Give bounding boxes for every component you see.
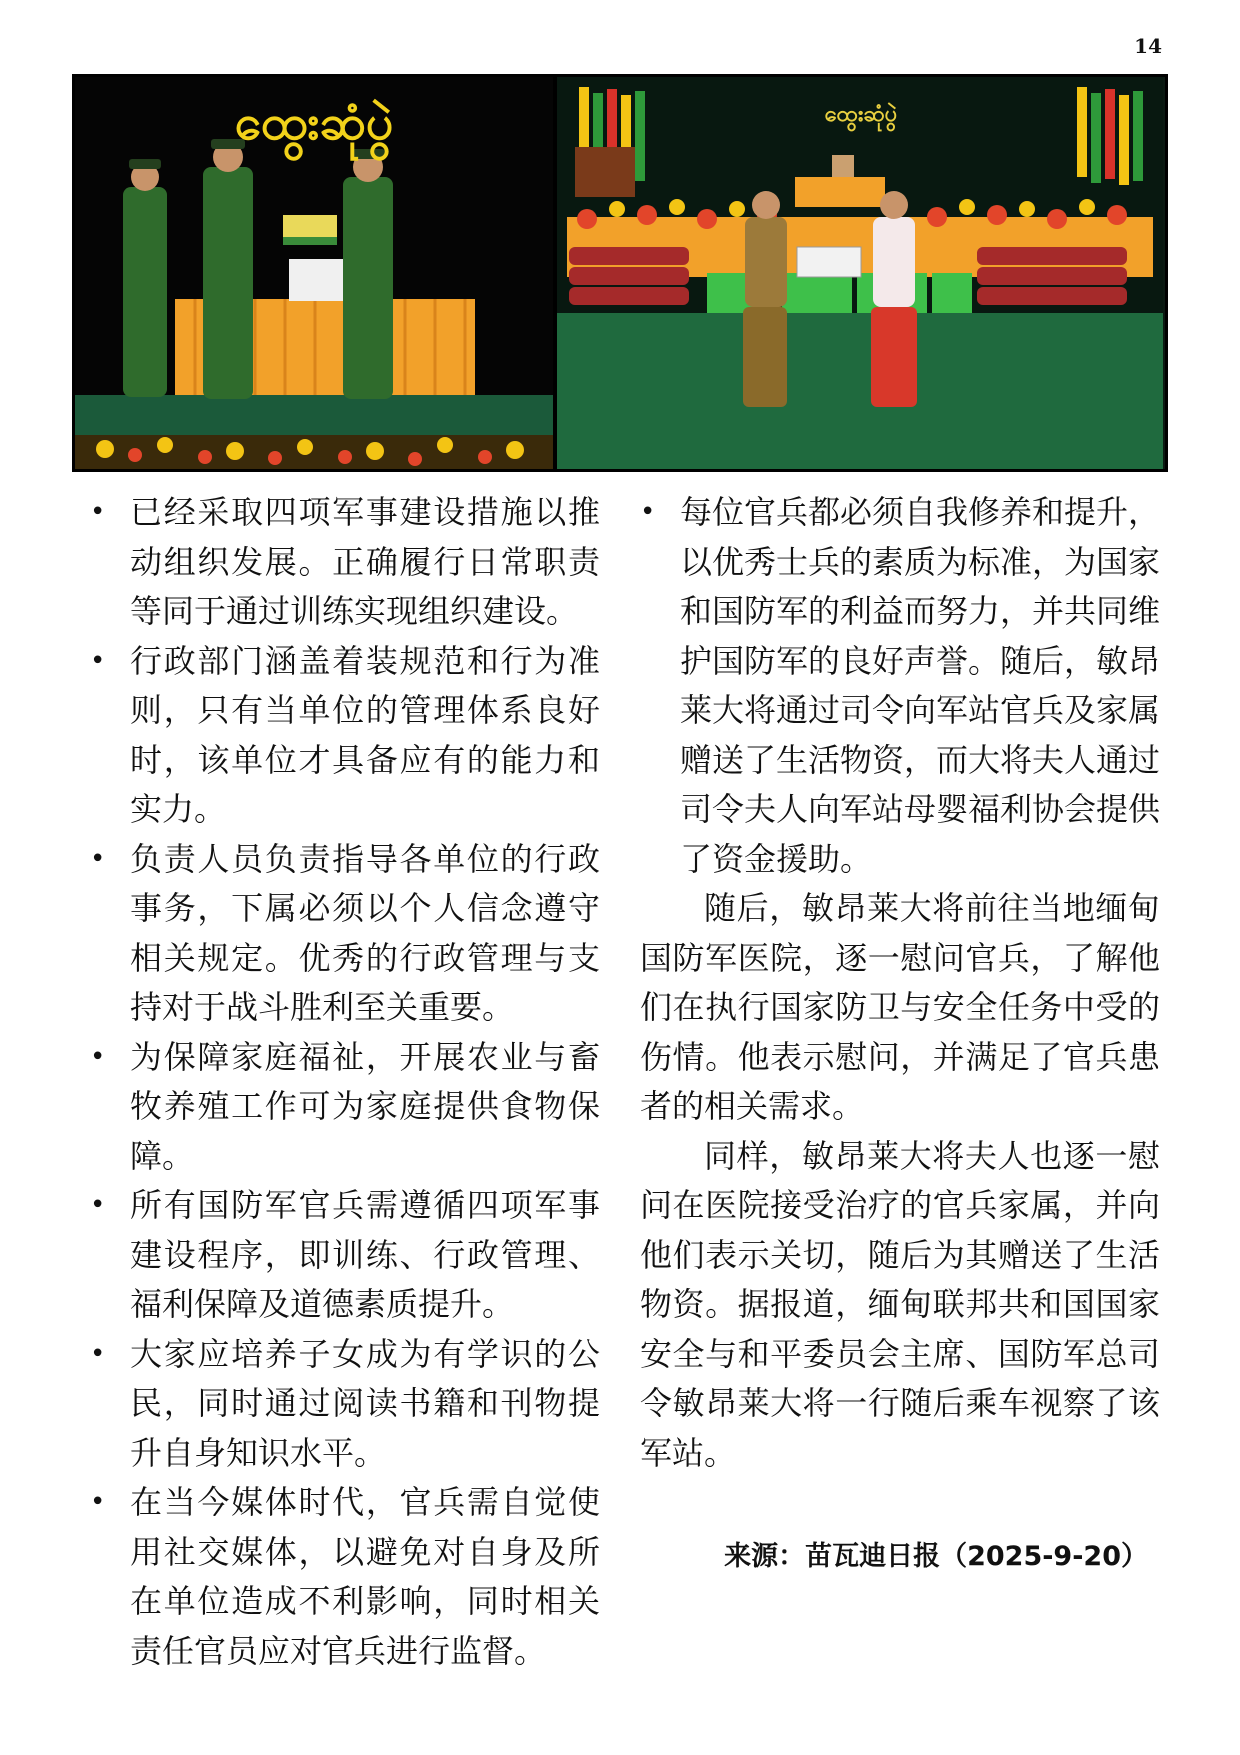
body-paragraph: 随后，敏昂莱大将前往当地缅甸国防军医院，逐一慰问官兵，了解他们在执行国家防卫与安全任务中受的伤情。他表示慰问，并满足了官兵患者的相关需求。 [640,889,1160,1125]
body-paragraph: 同样，敏昂莱大将夫人也逐一慰问在医院接受治疗的官兵家属，并向他们表示关切，随后为其赠送了生活物资。据报道，缅甸联邦共和国国家安全与和平委员会主席、国防军总司令敏昂莱大将一行随后乘车视察了该军站。 [640,1136,1160,1472]
right-bullet-list [640,488,1160,884]
right-column [640,488,1160,1478]
left-column [90,488,600,1676]
list-item: • 在当今媒体时代，官兵需自觉使用社交媒体，以避免对自身及所在单位造成不利影响，同时相关责任官员应对官兵进行监督。 [90,1478,600,1676]
left-bullet-list [90,488,600,1676]
photo-right-banner: ထွေးဆုံပွဲ [824,102,898,127]
ceremony-photo-right-illustration [557,77,1163,469]
list-item: • 已经采取四项军事建设措施以推动组织发展。正确履行日常职责等同于通过训练实现组织建设。 [90,488,600,637]
list-item: • 大家应培养子女成为有学识的公民，同时通过阅读书籍和刊物提升自身知识水平。 [90,1330,600,1479]
photo-strip [72,74,1168,472]
source-credit: 来源：苗瓦迪日报（2025-9-20） [724,1541,1148,1572]
page-number: 14 [1134,34,1162,58]
ceremony-photo-right [557,77,1165,469]
photo-left-banner: ထွေးဆုံပွဲ [234,95,394,151]
list-item: • 为保障家庭福祉，开展农业与畜牧养殖工作可为家庭提供食物保障。 [90,1033,600,1182]
list-item: • 所有国防军官兵需遵循四项军事建设程序，即训练、行政管理、福利保障及道德素质提升。 [90,1181,600,1330]
list-item: • 每位官兵都必须自我修养和提升，以优秀士兵的素质为标准，为国家和国防军的利益而努力，并共同维护国防军的良好声誉。随后，敏昂莱大将通过司令向军站官兵及家属赠送了生活物资，而大将夫人通过司令夫人向军站母婴福利协会提供了资金援助。 [640,488,1160,884]
ceremony-photo-left [75,77,553,469]
list-item: • 负责人员负责指导各单位的行政事务，下属必须以个人信念遵守相关规定。优秀的行政管理与支持对于战斗胜利至关重要。 [90,835,600,1033]
list-item: • 行政部门涵盖着装规范和行为准则，只有当单位的管理体系良好时，该单位才具备应有的能力和实力。 [90,637,600,835]
